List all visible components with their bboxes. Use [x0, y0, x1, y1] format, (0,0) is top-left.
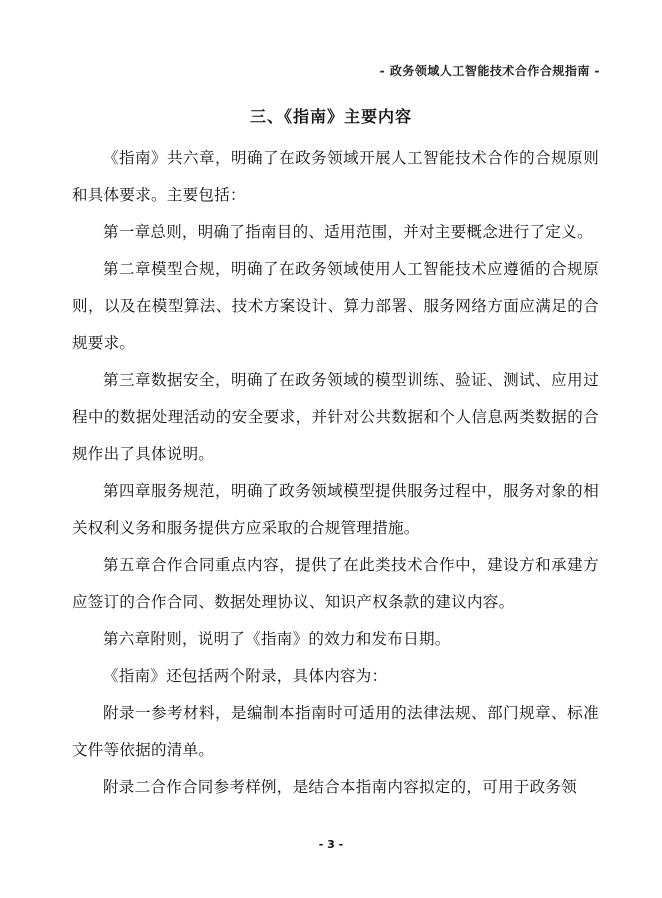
paragraph-appendix-2: 附录二合作合同参考样例，是结合本指南内容拟定的，可用于政务领 [103, 778, 578, 796]
paragraph-intro: 《指南》共六章，明确了在政务领域开展人工智能技术合作的合规原则和具体要求。主要包括： [72, 149, 599, 204]
paragraph-chapter-6: 第六章附则，说明了《指南》的效力和发布日期。 [103, 630, 451, 648]
paragraph-chapter-2: 第二章模型合规，明确了在政务领域使用人工智能技术应遵循的合规原则，以及在模型算法、技术方案设计、算力部署、服务网络方面应满足的合规要求。 [72, 260, 599, 352]
paragraph-appendix-intro: 《指南》还包括两个附录，具体内容为： [103, 667, 388, 685]
paragraph-appendix-1: 附录一参考材料，是编制本指南时可适用的法律法规、部门规章、标准文件等依据的清单。 [72, 704, 599, 759]
paragraph-chapter-3: 第三章数据安全，明确了在政务领域的模型训练、验证、测试、应用过程中的数据处理活动的安全要求，并针对公共数据和个人信息两类数据的合规作出了具体说明。 [72, 371, 599, 463]
paragraph-chapter-5: 第五章合作合同重点内容，提供了在此类技术合作中，建设方和承建方应签订的合作合同、数据处理协议、知识产权条款的建议内容。 [72, 556, 599, 611]
document-body [72, 140, 599, 806]
paragraph-chapter-4: 第四章服务规范，明确了政务领域模型提供服务过程中，服务对象的相关权利义务和服务提供方应采取的合规管理措施。 [72, 482, 599, 537]
running-header: - 政务领域人工智能技术合作合规指南 - [379, 64, 600, 78]
paragraph-chapter-1: 第一章总则，明确了指南目的、适用范围，并对主要概念进行了定义。 [103, 223, 593, 241]
section-title: 三、《指南》主要内容 [249, 107, 412, 126]
page-number: - 3 - [318, 838, 344, 851]
